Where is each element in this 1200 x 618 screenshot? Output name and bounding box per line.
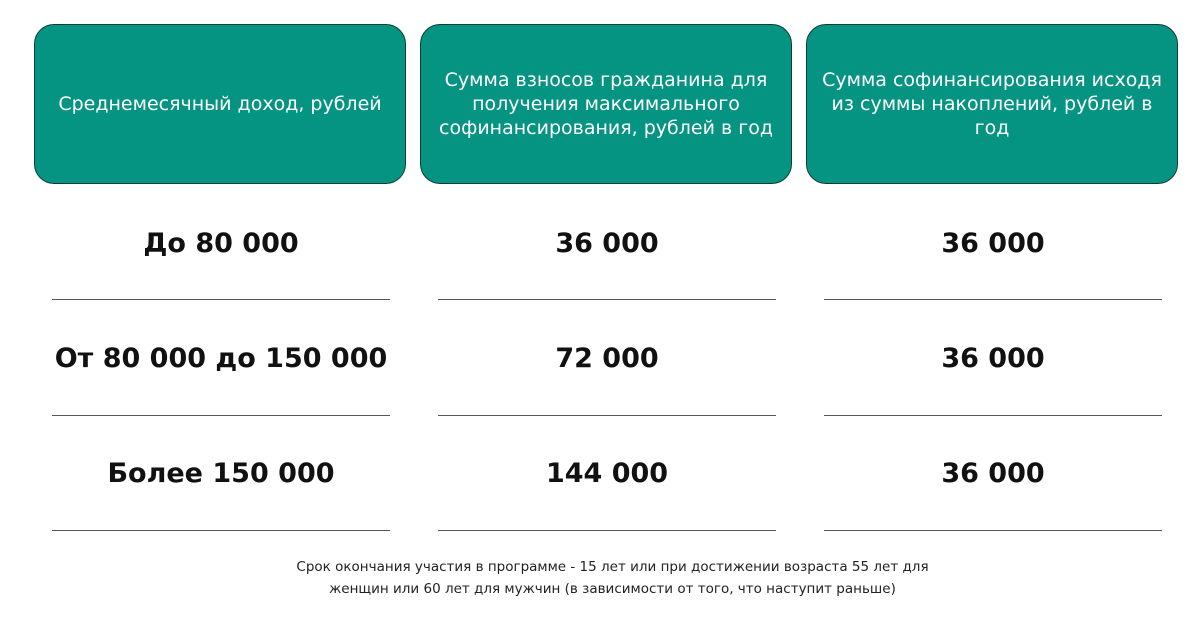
row-1-cofinancing: 36 000	[941, 227, 1045, 259]
row-3-contribution: 144 000	[545, 457, 669, 489]
row-3-divider-cofinancing	[824, 530, 1162, 531]
row-3-divider-income	[52, 530, 390, 531]
header-contribution-label: Сумма взносов гражданина для получения максимального софинансирования, рублей в год	[439, 69, 773, 139]
row-3-income: Более 150 000	[107, 457, 335, 489]
row-1-divider-cofinancing	[824, 299, 1162, 300]
row-1-income: До 80 000	[143, 227, 299, 259]
footnote-line-2: женщин или 60 лет для мужчин (в зависимости от того, что наступит раньше)	[329, 581, 896, 597]
table-header	[34, 24, 1182, 186]
row-2-cofinancing: 36 000	[941, 342, 1045, 374]
row-2-income: От 80 000 до 150 000	[54, 342, 388, 374]
row-2-divider-income	[52, 415, 390, 416]
header-income-label: Среднемесячный доход, рублей	[58, 93, 382, 115]
row-2-divider-cofinancing	[824, 415, 1162, 416]
header-cofinancing-label: Сумма софинансирования исходя из суммы накоплений, рублей в год	[822, 69, 1162, 139]
header-cofinancing	[806, 24, 1178, 184]
header-income	[34, 24, 406, 184]
row-3-divider-contribution	[438, 530, 776, 531]
header-contribution	[420, 24, 792, 184]
row-1-divider-contribution	[438, 299, 776, 300]
footnote-line-1: Срок окончания участия в программе - 15 лет или при достижении возраста 55 лет для	[296, 559, 929, 575]
row-3-cofinancing: 36 000	[941, 457, 1045, 489]
footnote	[200, 556, 1025, 600]
row-1-contribution: 36 000	[555, 227, 659, 259]
row-2-contribution: 72 000	[555, 342, 659, 374]
row-1-divider-income	[52, 299, 390, 300]
row-2-divider-contribution	[438, 415, 776, 416]
